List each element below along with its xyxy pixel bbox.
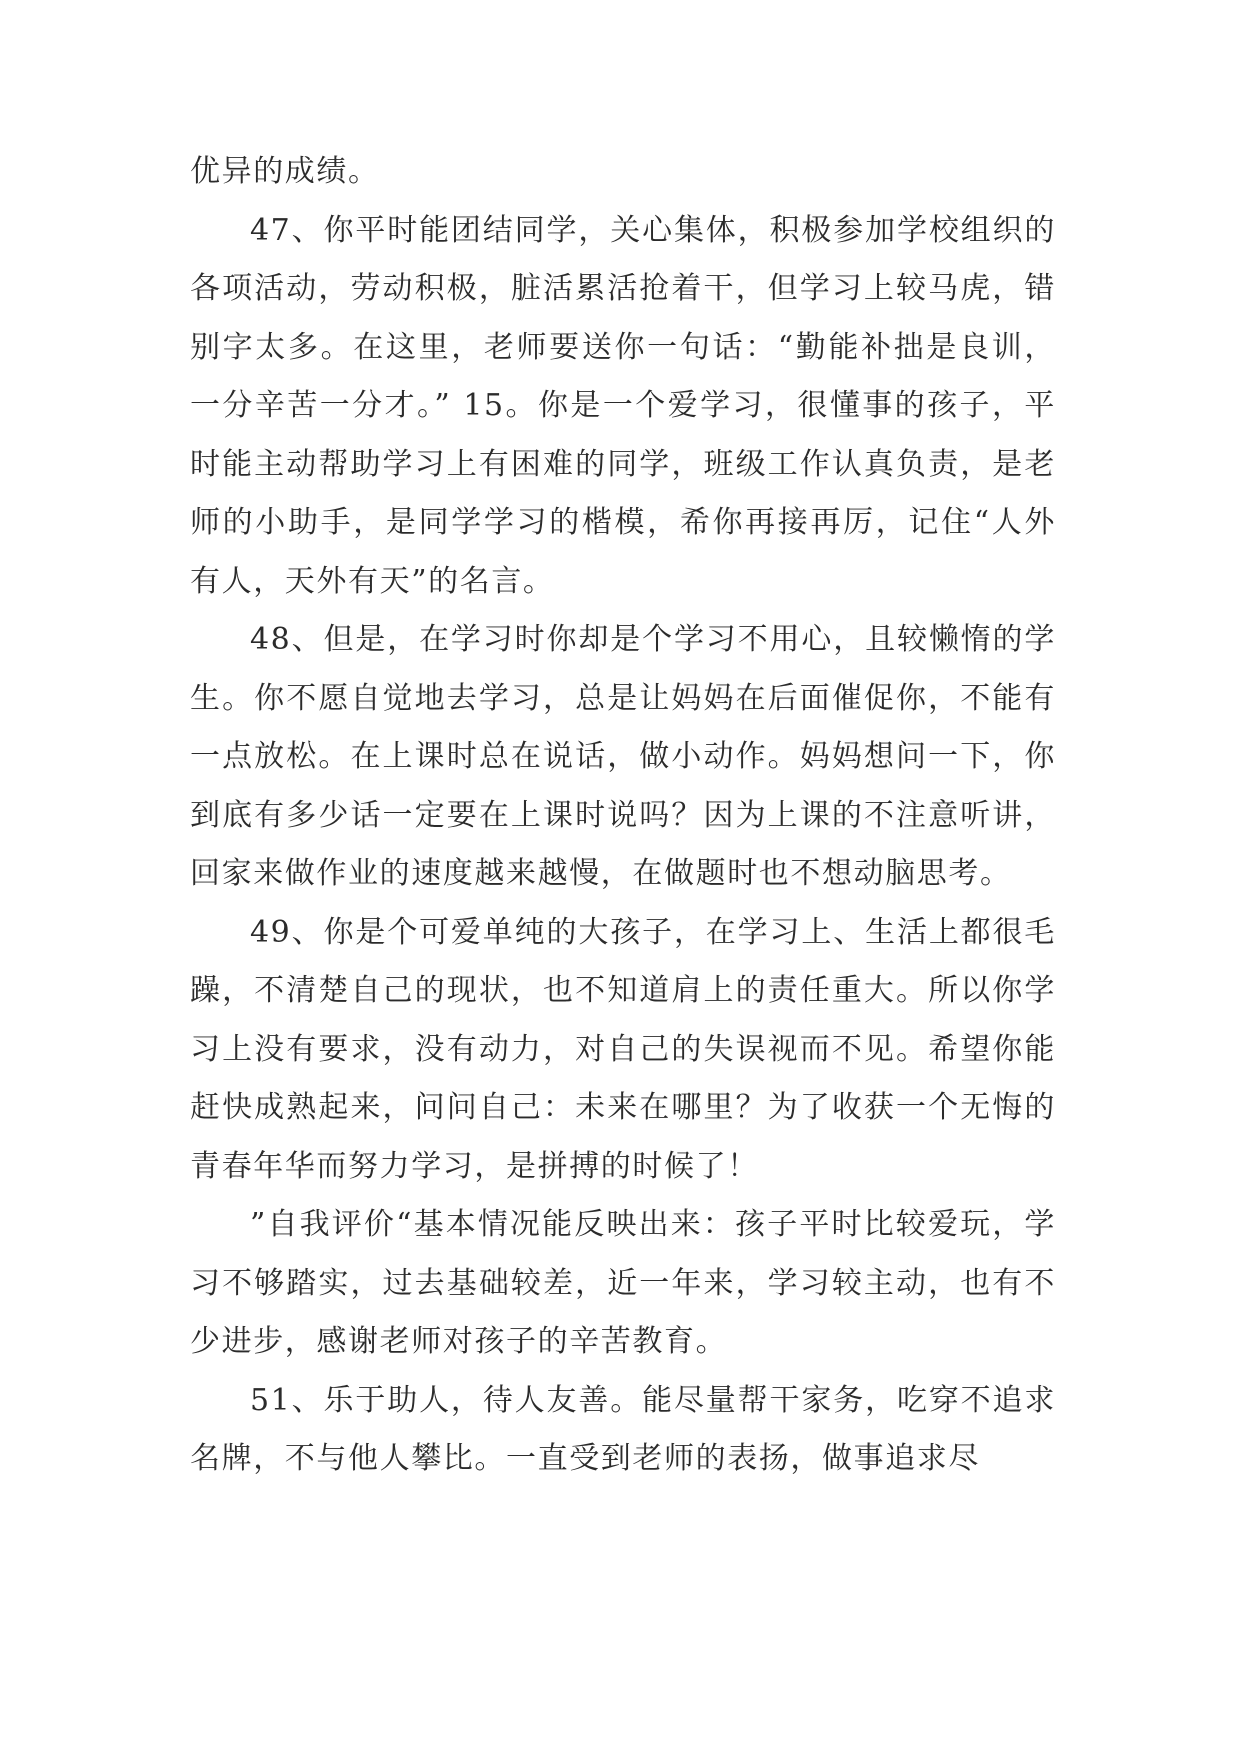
paragraph-47: 47、你平时能团结同学，关心集体，积极参加学校组织的各项活动，劳动积极，脏活累活抢着干，但学习上较马虎，错别字太多。在这里，老师要送你一句话：“勤能补拙是良训，一分辛苦一分才。” 15。你是一个爱学习，很懂事的孩子，平时能主动帮助学习上有困难的同学，班级工作认真负责，是老师的小助手，是同学学习的楷模，希你再接再厉，记住“人外有人，天外有天”的名言。: [190, 212, 1056, 599]
paragraph-49: 49、你是个可爱单纯的大孩子，在学习上、生活上都很毛躁，不清楚自己的现状，也不知道肩上的责任重大。所以你学习上没有要求，没有动力，对自己的失误视而不见。希望你能赶快成熟起来，问问自己：未来在哪里？为了收获一个无悔的青春年华而努力学习，是拼搏的时候了！: [190, 914, 1056, 1184]
paragraph-continuation: 优异的成绩。: [190, 154, 380, 189]
paragraph-self-evaluation: ”自我评价“基本情况能反映出来：孩子平时比较爱玩，学习不够踏实，过去基础较差，近一年来，学习较主动，也有不少进步，感谢老师对孩子的辛苦教育。: [190, 1207, 1056, 1359]
paragraph-51: 51、乐于助人，待人友善。能尽量帮干家务，吃穿不追求名牌，不与他人攀比。一直受到老师的表扬，做事追求尽: [190, 1382, 1056, 1476]
paragraph-48: 48、但是，在学习时你却是个学习不用心，且较懒惰的学生。你不愿自觉地去学习，总是让妈妈在后面催促你，不能有一点放松。在上课时总在说话，做小动作。妈妈想问一下，你到底有多少话一定要在上课时说吗？因为上课的不注意听讲，回家来做作业的速度越来越慢，在做题时也不想动脑思考。: [190, 622, 1056, 891]
document-body: [190, 143, 1056, 1489]
